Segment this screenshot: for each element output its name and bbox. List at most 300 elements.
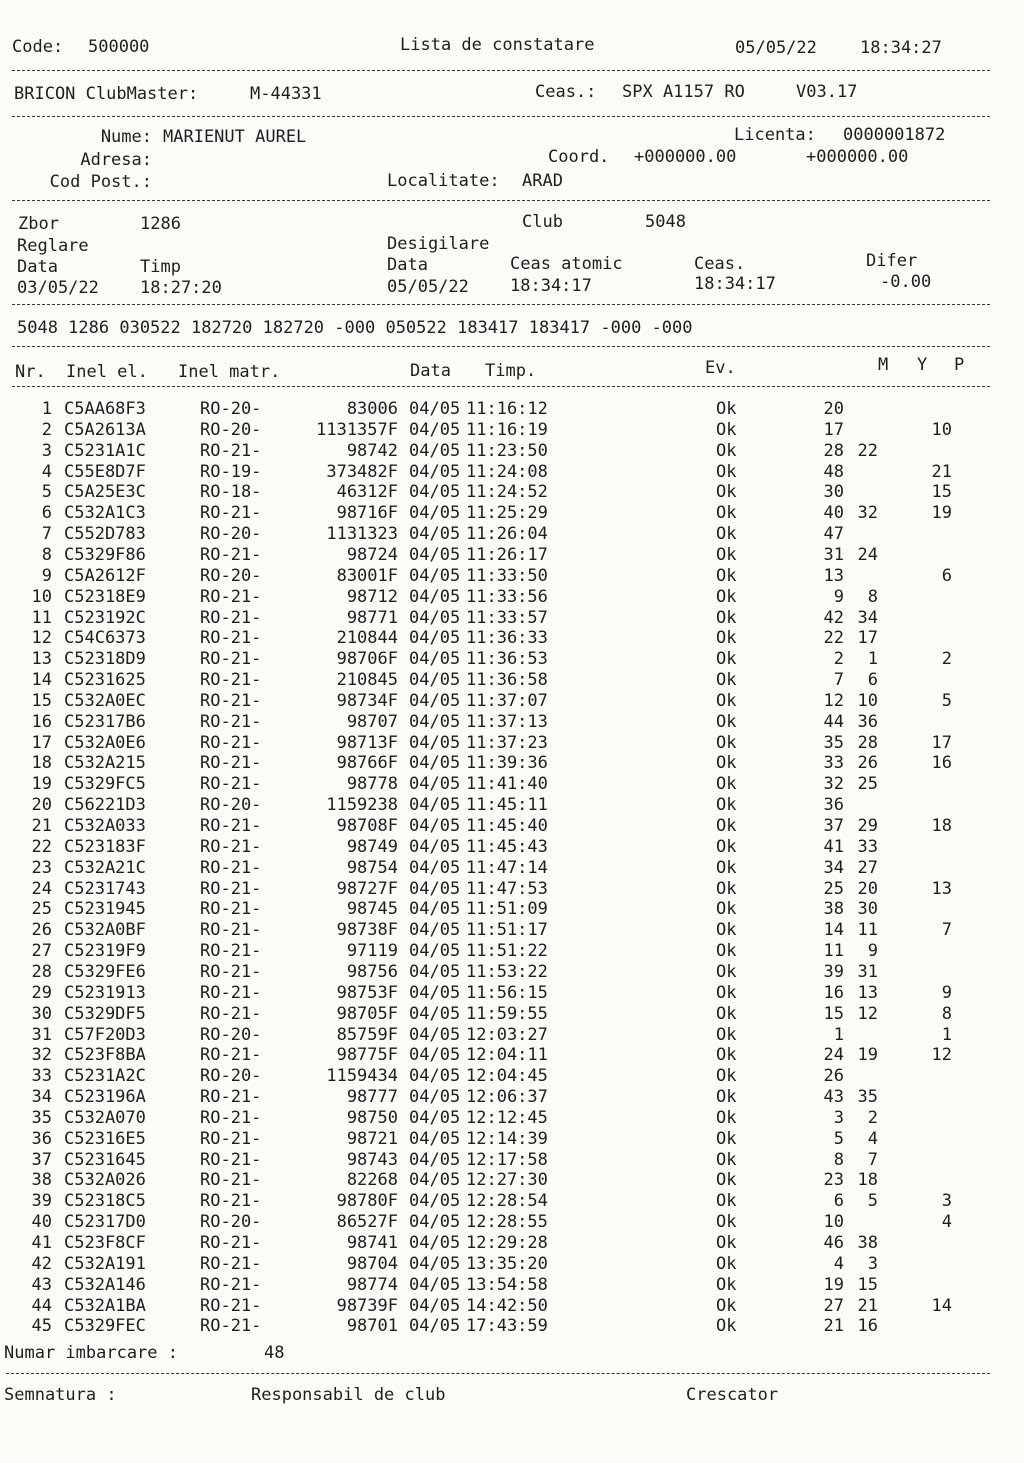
arrival-date: 04/05 xyxy=(409,544,461,565)
arrival-time: 11:39:36 xyxy=(466,753,548,774)
table-row xyxy=(0,816,1024,837)
ring-number: 82268 xyxy=(346,1170,398,1191)
event-status: Ok xyxy=(716,565,737,586)
col-m-value: 28 xyxy=(823,440,844,461)
row-number: 16 xyxy=(31,711,52,732)
col-p-value: 8 xyxy=(941,1003,952,1024)
arrival-date: 04/05 xyxy=(409,816,461,836)
col-y-value: 19 xyxy=(857,1045,878,1066)
col-y-value: 27 xyxy=(857,857,878,878)
col-m-value: 1 xyxy=(833,1024,844,1045)
arrival-time: 11:37:13 xyxy=(466,711,548,732)
difference-value: -0.00 xyxy=(880,272,932,292)
col-y-value: 2 xyxy=(867,1107,878,1128)
col-m-value: 43 xyxy=(823,1087,844,1108)
event-status: Ok xyxy=(716,1128,737,1149)
col-p-value: 9 xyxy=(941,982,952,1003)
col-p-value: 5 xyxy=(941,690,952,711)
electronic-ring: C532A033 xyxy=(64,816,146,836)
table-row xyxy=(0,899,1024,920)
electronic-ring: C532A21C xyxy=(64,857,146,878)
arrival-date: 04/05 xyxy=(409,503,461,524)
event-status: Ok xyxy=(716,503,737,524)
ring-number: 98743 xyxy=(346,1149,398,1170)
event-status: Ok xyxy=(716,628,737,649)
signature-label: Semnatura : xyxy=(4,1385,117,1405)
divider xyxy=(12,304,990,305)
col-y-value: 29 xyxy=(857,816,878,836)
arrival-time: 11:24:52 xyxy=(466,482,548,503)
ring-number: 98750 xyxy=(346,1107,398,1128)
device-id: M-44331 xyxy=(250,84,322,104)
ring-series: RO-21- xyxy=(200,670,262,691)
arrival-date: 04/05 xyxy=(409,482,461,503)
col-m-value: 36 xyxy=(823,795,844,816)
table-row xyxy=(0,1233,1024,1254)
arrival-time: 11:16:12 xyxy=(466,399,548,419)
table-row xyxy=(0,795,1024,816)
reglare-date-label: Data xyxy=(17,257,58,277)
col-y-value: 22 xyxy=(857,440,878,461)
col-m-value: 23 xyxy=(823,1170,844,1191)
postcode-label: Cod Post.: xyxy=(49,172,152,192)
ring-series: RO-21- xyxy=(200,1149,262,1170)
ring-number: 98745 xyxy=(346,899,398,920)
row-number: 45 xyxy=(31,1316,52,1337)
ring-series: RO-21- xyxy=(200,982,262,1003)
electronic-ring: C5329FC5 xyxy=(64,774,146,795)
col-timp: Timp. xyxy=(485,361,537,381)
arrival-time: 11:41:40 xyxy=(466,774,548,795)
col-p-value: 2 xyxy=(941,649,952,670)
table-row xyxy=(0,1296,1024,1317)
col-y-value: 12 xyxy=(857,1003,878,1024)
arrival-date: 04/05 xyxy=(409,732,461,753)
col-m-value: 6 xyxy=(833,1191,844,1212)
row-number: 12 xyxy=(31,628,52,649)
electronic-ring: C5329FEC xyxy=(64,1316,146,1337)
event-status: Ok xyxy=(716,1295,737,1316)
col-y-value: 24 xyxy=(857,544,878,565)
ring-number: 98780F xyxy=(336,1191,398,1212)
ring-series: RO-20- xyxy=(200,565,262,586)
arrival-date: 04/05 xyxy=(409,711,461,732)
col-y-value: 28 xyxy=(857,732,878,753)
event-status: Ok xyxy=(716,670,737,691)
row-number: 44 xyxy=(31,1295,52,1316)
row-number: 30 xyxy=(31,1003,52,1024)
electronic-ring: C532A026 xyxy=(64,1170,146,1191)
coord-y: +000000.00 xyxy=(806,147,909,167)
col-p-value: 4 xyxy=(941,1212,952,1233)
ring-series: RO-21- xyxy=(200,920,262,941)
row-number: 24 xyxy=(31,878,52,899)
col-m-value: 17 xyxy=(823,419,844,440)
ring-series: RO-21- xyxy=(200,1191,262,1212)
col-m-value: 19 xyxy=(823,1274,844,1295)
arrival-date: 04/05 xyxy=(409,607,461,628)
ring-series: RO-21- xyxy=(200,690,262,711)
ring-number: 83006 xyxy=(346,399,398,419)
atomic-clock-time: 18:34:17 xyxy=(510,276,592,296)
ring-series: RO-21- xyxy=(200,1233,262,1253)
col-m-value: 8 xyxy=(833,1149,844,1170)
arrival-date: 04/05 xyxy=(409,628,461,649)
event-status: Ok xyxy=(716,1045,737,1066)
arrival-date: 04/05 xyxy=(409,774,461,795)
arrival-time: 12:12:45 xyxy=(466,1107,548,1128)
ring-series: RO-21- xyxy=(200,753,262,774)
ring-series: RO-20- xyxy=(200,419,262,440)
ring-number: 98771 xyxy=(346,607,398,628)
table-row xyxy=(0,712,1024,733)
event-status: Ok xyxy=(716,1253,737,1274)
electronic-ring: C5A2613A xyxy=(64,419,146,440)
electronic-ring: C532A1BA xyxy=(64,1295,146,1316)
col-m-value: 32 xyxy=(823,774,844,795)
col-p: P xyxy=(954,355,965,375)
ring-series: RO-21- xyxy=(200,941,262,962)
electronic-ring: C55E8D7F xyxy=(64,461,146,482)
arrival-date: 04/05 xyxy=(409,941,461,962)
arrival-time: 11:45:11 xyxy=(466,795,548,816)
event-status: Ok xyxy=(716,1149,737,1170)
arrival-time: 11:37:23 xyxy=(466,732,548,753)
row-number: 38 xyxy=(31,1170,52,1191)
col-y-value: 18 xyxy=(857,1170,878,1191)
code-label: Code: xyxy=(12,37,64,57)
ring-number: 98741 xyxy=(346,1233,398,1253)
row-number: 43 xyxy=(31,1274,52,1295)
event-status: Ok xyxy=(716,774,737,795)
ring-series: RO-20- xyxy=(200,1024,262,1045)
ring-number: 98716F xyxy=(336,503,398,524)
ring-number: 46312F xyxy=(336,482,398,503)
arrival-time: 11:45:43 xyxy=(466,836,548,857)
row-number: 10 xyxy=(31,586,52,607)
owner-name: MARIENUT AUREL xyxy=(163,127,307,147)
arrival-date: 04/05 xyxy=(409,524,461,545)
electronic-ring: C532A191 xyxy=(64,1253,146,1274)
ring-number: 98705F xyxy=(336,1003,398,1024)
ring-number: 83001F xyxy=(336,565,398,586)
arrival-time: 11:56:15 xyxy=(466,982,548,1003)
col-m-value: 42 xyxy=(823,607,844,628)
arrival-date: 04/05 xyxy=(409,399,461,419)
arrival-date: 04/05 xyxy=(409,1212,461,1233)
table-row xyxy=(0,1108,1024,1129)
arrival-date: 04/05 xyxy=(409,899,461,920)
arrival-time: 13:54:58 xyxy=(466,1274,548,1295)
col-m-value: 26 xyxy=(823,1066,844,1087)
col-m-value: 15 xyxy=(823,1003,844,1024)
arrival-date: 04/05 xyxy=(409,753,461,774)
table-row xyxy=(0,1129,1024,1150)
col-nr: Nr. xyxy=(15,362,46,382)
row-number: 42 xyxy=(31,1253,52,1274)
arrival-date: 04/05 xyxy=(409,1295,461,1316)
row-number: 4 xyxy=(41,461,52,482)
col-m-value: 5 xyxy=(833,1128,844,1149)
reglare-time-label: Timp xyxy=(140,257,181,277)
col-m-value: 11 xyxy=(823,941,844,962)
arrival-date: 04/05 xyxy=(409,1316,461,1337)
arrival-time: 11:33:50 xyxy=(466,565,548,586)
event-status: Ok xyxy=(716,920,737,941)
row-number: 34 xyxy=(31,1087,52,1108)
report-time: 18:34:27 xyxy=(860,38,942,58)
col-m-value: 47 xyxy=(823,524,844,545)
ring-number: 98704 xyxy=(346,1253,398,1274)
row-number: 19 xyxy=(31,774,52,795)
ring-series: RO-21- xyxy=(200,1316,262,1337)
col-y-value: 6 xyxy=(867,670,878,691)
event-status: Ok xyxy=(716,482,737,503)
table-row xyxy=(0,1170,1024,1191)
ring-number: 97119 xyxy=(346,941,398,962)
electronic-ring: C523F8CF xyxy=(64,1233,146,1253)
col-m-value: 3 xyxy=(833,1107,844,1128)
ring-series: RO-20- xyxy=(200,1212,262,1233)
col-m: M xyxy=(878,355,889,375)
event-status: Ok xyxy=(716,1087,737,1108)
table-row xyxy=(0,420,1024,441)
ring-series: RO-21- xyxy=(200,836,262,857)
ring-series: RO-21- xyxy=(200,649,262,670)
table-row xyxy=(0,1004,1024,1025)
col-y: Y xyxy=(917,355,928,375)
ring-series: RO-21- xyxy=(200,503,262,524)
row-number: 1 xyxy=(41,399,52,419)
event-status: Ok xyxy=(716,795,737,816)
col-p-value: 17 xyxy=(931,732,952,753)
ring-series: RO-21- xyxy=(200,586,262,607)
col-y-value: 15 xyxy=(857,1274,878,1295)
col-y-value: 36 xyxy=(857,711,878,732)
electronic-ring: C52318C5 xyxy=(64,1191,146,1212)
clock-model: SPX A1157 RO xyxy=(622,82,745,102)
reglare-date: 03/05/22 xyxy=(17,278,99,298)
col-p-value: 10 xyxy=(931,419,952,440)
electronic-ring: C5329FE6 xyxy=(64,961,146,982)
table-row xyxy=(0,1025,1024,1046)
ring-number: 98754 xyxy=(346,857,398,878)
col-y-value: 11 xyxy=(857,920,878,941)
row-number: 11 xyxy=(31,607,52,628)
flight-label: Zbor xyxy=(18,214,59,234)
ring-number: 210845 xyxy=(336,670,398,691)
row-number: 3 xyxy=(41,440,52,461)
col-m-value: 24 xyxy=(823,1045,844,1066)
electronic-ring: C532A0BF xyxy=(64,920,146,941)
electronic-ring: C52317D0 xyxy=(64,1212,146,1233)
table-row xyxy=(0,670,1024,691)
row-number: 40 xyxy=(31,1212,52,1233)
arrival-time: 11:59:55 xyxy=(466,1003,548,1024)
electronic-ring: C532A070 xyxy=(64,1107,146,1128)
electronic-ring: C532A215 xyxy=(64,753,146,774)
row-number: 13 xyxy=(31,649,52,670)
electronic-ring: C532A1C3 xyxy=(64,503,146,524)
event-status: Ok xyxy=(716,690,737,711)
ring-number: 98753F xyxy=(336,982,398,1003)
col-m-value: 7 xyxy=(833,670,844,691)
arrival-date: 04/05 xyxy=(409,1128,461,1149)
arrival-time: 12:04:11 xyxy=(466,1045,548,1066)
col-m-value: 2 xyxy=(833,649,844,670)
event-status: Ok xyxy=(716,1170,737,1191)
desigilare-label: Desigilare xyxy=(387,234,490,254)
col-p-value: 19 xyxy=(931,503,952,524)
coord-x: +000000.00 xyxy=(634,147,737,167)
col-y-value: 5 xyxy=(867,1191,878,1212)
ring-number: 98727F xyxy=(336,878,398,899)
col-m-value: 22 xyxy=(823,628,844,649)
arrival-date: 04/05 xyxy=(409,1003,461,1024)
row-number: 37 xyxy=(31,1149,52,1170)
col-p-value: 12 xyxy=(931,1045,952,1066)
col-inel-matr: Inel matr. xyxy=(178,362,281,382)
arrival-date: 04/05 xyxy=(409,690,461,711)
col-p-value: 14 xyxy=(931,1295,952,1316)
arrival-date: 04/05 xyxy=(409,1087,461,1108)
ring-series: RO-21- xyxy=(200,774,262,795)
col-m-value: 39 xyxy=(823,961,844,982)
col-p-value: 3 xyxy=(941,1191,952,1212)
col-m-value: 37 xyxy=(823,816,844,836)
col-m-value: 40 xyxy=(823,503,844,524)
ring-number: 98721 xyxy=(346,1128,398,1149)
col-m-value: 12 xyxy=(823,690,844,711)
ring-number: 373482F xyxy=(326,461,398,482)
summary-line: 5048 1286 030522 182720 182720 -000 050522 183417 183417 -000 -000 xyxy=(17,318,693,338)
arrival-date: 04/05 xyxy=(409,1149,461,1170)
col-y-value: 26 xyxy=(857,753,878,774)
ring-series: RO-18- xyxy=(200,482,262,503)
arrival-time: 11:47:14 xyxy=(466,857,548,878)
col-y-value: 30 xyxy=(857,899,878,920)
arrival-date: 04/05 xyxy=(409,670,461,691)
row-number: 36 xyxy=(31,1128,52,1149)
col-y-value: 4 xyxy=(867,1128,878,1149)
difference-label: Difer xyxy=(866,251,918,271)
desig-date-label: Data xyxy=(387,255,428,275)
electronic-ring: C5231743 xyxy=(64,878,146,899)
table-row xyxy=(0,608,1024,629)
license-value: 0000001872 xyxy=(843,125,946,145)
ring-series: RO-21- xyxy=(200,1128,262,1149)
col-p-value: 6 xyxy=(941,565,952,586)
arrival-date: 04/05 xyxy=(409,836,461,857)
ring-series: RO-20- xyxy=(200,1066,262,1087)
table-row xyxy=(0,753,1024,774)
arrival-date: 04/05 xyxy=(409,961,461,982)
table-row xyxy=(0,1066,1024,1087)
row-number: 29 xyxy=(31,982,52,1003)
ring-number: 98777 xyxy=(346,1087,398,1108)
clock-time: 18:34:17 xyxy=(694,274,776,294)
arrival-time: 12:29:28 xyxy=(466,1233,548,1253)
col-m-value: 30 xyxy=(823,482,844,503)
col-m-value: 44 xyxy=(823,711,844,732)
event-status: Ok xyxy=(716,1274,737,1295)
row-number: 23 xyxy=(31,857,52,878)
col-p-value: 13 xyxy=(931,878,952,899)
col-y-value: 33 xyxy=(857,836,878,857)
event-status: Ok xyxy=(716,1191,737,1212)
event-status: Ok xyxy=(716,711,737,732)
arrival-date: 04/05 xyxy=(409,649,461,670)
arrival-date: 04/05 xyxy=(409,565,461,586)
arrival-time: 11:33:57 xyxy=(466,607,548,628)
ring-series: RO-20- xyxy=(200,524,262,545)
code-value: 500000 xyxy=(88,37,150,57)
event-status: Ok xyxy=(716,982,737,1003)
col-m-value: 10 xyxy=(823,1212,844,1233)
ring-number: 98734F xyxy=(336,690,398,711)
row-number: 15 xyxy=(31,690,52,711)
col-m-value: 25 xyxy=(823,878,844,899)
arrival-time: 11:45:40 xyxy=(466,816,548,836)
report-date: 05/05/22 xyxy=(735,38,817,58)
ring-series: RO-21- xyxy=(200,1045,262,1066)
arrival-time: 11:23:50 xyxy=(466,440,548,461)
event-status: Ok xyxy=(716,544,737,565)
event-status: Ok xyxy=(716,1316,737,1337)
event-status: Ok xyxy=(716,399,737,419)
ring-series: RO-21- xyxy=(200,1087,262,1108)
ring-number: 98708F xyxy=(336,816,398,836)
electronic-ring: C52318E9 xyxy=(64,586,146,607)
event-status: Ok xyxy=(716,419,737,440)
table-row xyxy=(0,691,1024,712)
ring-series: RO-21- xyxy=(200,607,262,628)
col-m-value: 35 xyxy=(823,732,844,753)
col-ev: Ev. xyxy=(705,358,736,378)
event-status: Ok xyxy=(716,649,737,670)
arrival-date: 04/05 xyxy=(409,878,461,899)
electronic-ring: C52317B6 xyxy=(64,711,146,732)
ring-number: 98756 xyxy=(346,961,398,982)
row-number: 39 xyxy=(31,1191,52,1212)
ring-series: RO-21- xyxy=(200,961,262,982)
arrival-time: 12:03:27 xyxy=(466,1024,548,1045)
arrival-time: 12:06:37 xyxy=(466,1087,548,1108)
event-status: Ok xyxy=(716,607,737,628)
electronic-ring: C5AA68F3 xyxy=(64,399,146,419)
electronic-ring: C5329DF5 xyxy=(64,1003,146,1024)
arrival-date: 04/05 xyxy=(409,1066,461,1087)
ring-series: RO-21- xyxy=(200,1295,262,1316)
divider xyxy=(12,386,990,387)
table-row xyxy=(0,399,1024,420)
ring-number: 98749 xyxy=(346,836,398,857)
table-row xyxy=(0,587,1024,608)
col-y-value: 16 xyxy=(857,1316,878,1337)
row-number: 17 xyxy=(31,732,52,753)
col-m-value: 20 xyxy=(823,399,844,419)
col-m-value: 9 xyxy=(833,586,844,607)
divider xyxy=(12,346,990,347)
table-row xyxy=(0,462,1024,483)
row-number: 28 xyxy=(31,961,52,982)
event-status: Ok xyxy=(716,836,737,857)
col-p-value: 1 xyxy=(941,1024,952,1045)
table-row xyxy=(0,962,1024,983)
ring-number: 86527F xyxy=(336,1212,398,1233)
col-m-value: 33 xyxy=(823,753,844,774)
table-row xyxy=(0,858,1024,879)
